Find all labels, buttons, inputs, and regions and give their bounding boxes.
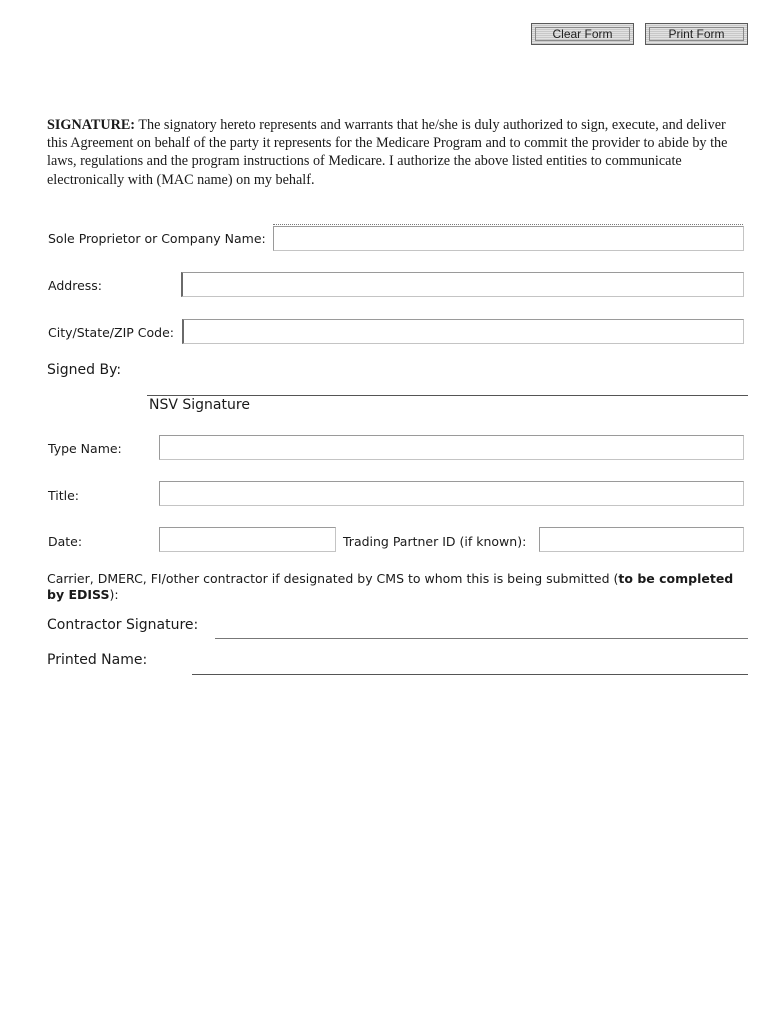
type-name-label: Type Name: [48,441,122,456]
city-state-zip-field[interactable] [182,319,744,344]
signed-by-label: Signed By: [47,362,122,378]
contractor-note-bold: to be completed by EDISS [47,571,734,602]
trading-partner-input[interactable] [540,528,743,551]
date-input[interactable] [160,528,335,551]
signature-lead: SIGNATURE: [47,117,136,133]
print-form-button[interactable] [645,23,748,45]
type-name-input[interactable] [160,436,743,459]
company-name-top-rule [273,224,743,225]
company-name-field[interactable] [273,226,744,251]
company-name-label: Sole Proprietor or Company Name: [48,231,266,246]
trading-partner-field[interactable] [539,527,744,552]
nsv-signature-line [147,395,748,396]
city-state-zip-label: City/State/ZIP Code: [48,325,174,340]
print-form-button-label: Print Form [649,27,744,41]
address-label: Address: [48,278,102,293]
date-field[interactable] [159,527,336,552]
printed-name-line[interactable] [192,674,748,675]
contractor-note-text: Carrier, DMERC, FI/other contractor if designated by CMS to whom this is being submitted ( [47,571,619,586]
title-input[interactable] [160,482,743,505]
contractor-note-end: ): [109,587,119,602]
trading-partner-label: Trading Partner ID (if known): [343,534,527,549]
clear-form-button-label: Clear Form [535,27,630,41]
company-name-input[interactable] [274,227,743,250]
address-input[interactable] [183,273,743,296]
address-field[interactable] [181,272,744,297]
date-label: Date: [48,534,83,549]
contractor-note [47,571,747,603]
city-state-zip-input[interactable] [184,320,743,343]
clear-form-button[interactable] [531,23,634,45]
title-label: Title: [48,488,79,503]
signature-body: The signatory hereto represents and warrants that he/she is duly authorized to sign, execute, and deliver this Agreement on behalf of the party it represents for the Medicare Program and to commit the provider to abide by the laws, regulations and the program instructions of Medicare. I authorize the above listed entities to communicate electronically with (MAC name) on my behalf. [47,117,728,188]
printed-name-label: Printed Name: [47,652,148,668]
signature-paragraph [47,116,747,189]
type-name-field[interactable] [159,435,744,460]
nsv-signature-label: NSV Signature [149,397,250,413]
contractor-signature-line[interactable] [215,638,748,639]
contractor-signature-label: Contractor Signature: [47,617,199,633]
title-field[interactable] [159,481,744,506]
